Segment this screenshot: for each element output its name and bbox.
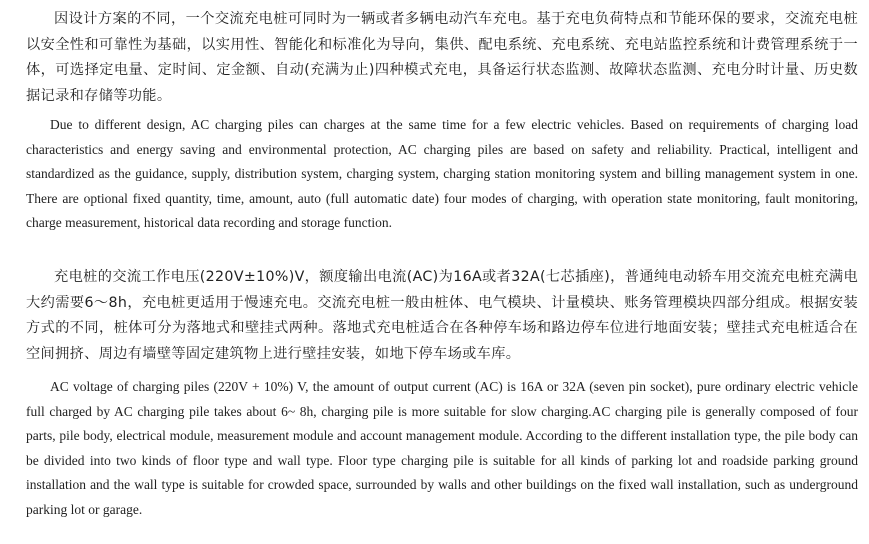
paragraph-en-design-modes: Due to different design, AC charging piles can charges at the same time for a few electric vehicles. Based on requirements of charging load characteristics and energy saving and environmental protection, AC charging piles are based on safety and reliability. Practical, intelligent and standardized as the guidance, supply, distribution system, charging system, charging station monitoring system and billing management system in one. There are optional fixed quantity, time, amount, auto (full automatic date) four modes of charging, with operation state monitoring, fault monitoring, charge measurement, historical data recording and storage function. bbox=[26, 117, 858, 230]
paragraph-zh-design-modes: 因设计方案的不同，一个交流充电桩可同时为一辆或者多辆电动汽车充电。基于充电负荷特点和节能环保的要求，交流充电桩以安全性和可靠性为基础，以实用性、智能化和标准化为导向，集供、配电系统、充电系统、充电站监控系统和计费管理系统于一体，可选择定电量、定时间、定金额、自动(充满为止)四种模式充电，具备运行状态监测、故障状态监测、充电分时计量、历史数据记录和存储等功能。 bbox=[26, 11, 858, 104]
paragraph-en-voltage-installation: AC voltage of charging piles (220V + 10%) V, the amount of output current (AC) is 16A or 32A (seven pin socket), pure ordinary electric vehicle full charged by AC charging pile takes about 6~ 8h, charging pile is more suitable for slow charging.AC charging pile is generally composed of four parts, pile body, electrical module, measurement module and account management module. According to the different installation type, the pile body can be divided into two kinds of floor type and wall type. Floor type charging pile is suitable for all kinds of parking lot and roadside parking ground installation and the wall type is suitable for crowded space, surrounded by walls and other buildings on the fixed wall installation, such as underground parking lot or garage. bbox=[26, 379, 858, 517]
paragraph-zh-voltage-installation: 充电桩的交流工作电压(220V±10%)V，额度输出电流(AC)为16A或者32A(七芯插座)，普通纯电动轿车用交流充电桩充满电大约需要6～8h，充电桩更适用于慢速充电。交流充电桩一般由桩体、电气模块、计量模块、账务管理模块四部分组成。根据安装方式的不同，桩体可分为落地式和壁挂式两种。落地式充电桩适合在各种停车场和路边停车位进行地面安装；壁挂式充电桩适合在空间拥挤、周边有墙壁等固定建筑物上进行壁挂安装，如地下停车场或车库。 bbox=[26, 269, 858, 362]
